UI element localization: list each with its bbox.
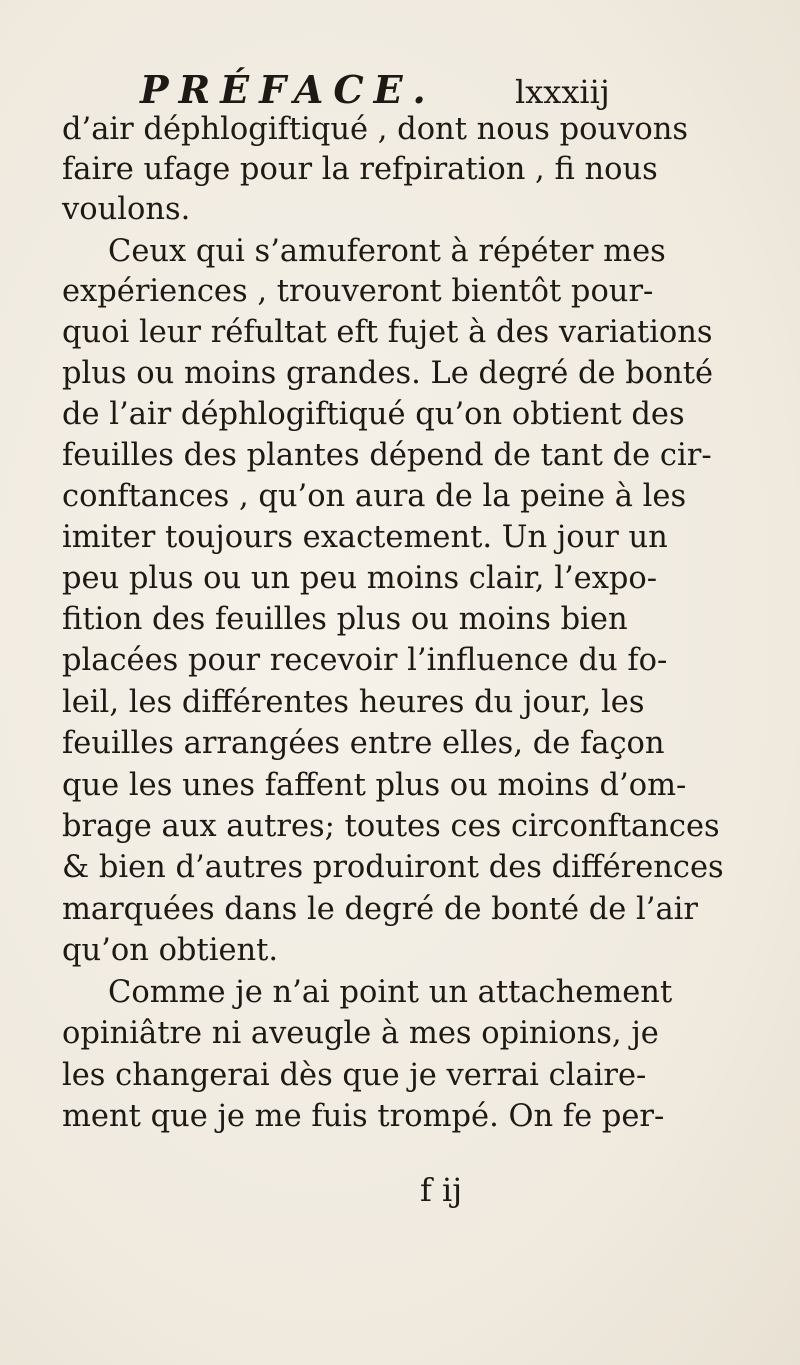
text-line: les changerai dès que je verrai claire- xyxy=(62,1058,647,1093)
text-line: brage aux autres; toutes ces circonftances xyxy=(62,809,720,844)
text-line: fition des feuilles plus ou moins bien xyxy=(62,602,628,637)
text-line: voulons. xyxy=(62,192,191,227)
running-head xyxy=(140,67,720,112)
text-line: Comme je n’ai point un attachement xyxy=(108,975,673,1010)
text-line: expériences , trouveront bientôt pour- xyxy=(62,274,654,309)
text-line: que les unes faffent plus ou moins d’om- xyxy=(62,768,687,803)
text-line: Ceux qui s’amuferont à répéter mes xyxy=(108,234,666,269)
text-line: marquées dans le degré de bonté de l’air xyxy=(62,892,698,927)
running-head-title: PRÉFACE. xyxy=(140,67,436,112)
text-line: placées pour recevoir l’influence du fo- xyxy=(62,643,668,678)
text-line: opiniâtre ni aveugle à mes opinions, je xyxy=(62,1016,659,1051)
text-line: leil, les différentes heures du jour, les xyxy=(62,685,645,720)
text-line: faire ufage pour la refpiration , fi nous xyxy=(62,152,658,187)
text-line: feuilles des plantes dépend de tant de cir- xyxy=(62,438,712,473)
text-line: & bien d’autres produiront des différences xyxy=(62,850,724,885)
signature-mark: f ij xyxy=(420,1171,463,1209)
text-line: quoi leur réfultat eft fujet à des variations xyxy=(62,315,713,350)
text-line: peu plus ou un peu moins clair, l’expo- xyxy=(62,561,658,596)
text-line: feuilles arrangées entre elles, de façon xyxy=(62,726,665,761)
text-line: conftances , qu’on aura de la peine à les xyxy=(62,479,687,514)
text-line: d’air déphlogiftiqué , dont nous pouvons xyxy=(62,112,689,147)
text-line: imiter toujours exactement. Un jour un xyxy=(62,520,668,555)
text-line: de l’air déphlogiftiqué qu’on obtient des xyxy=(62,397,685,432)
text-line: ment que je me fuis trompé. On fe per- xyxy=(62,1099,665,1134)
text-line: plus ou moins grandes. Le degré de bonté xyxy=(62,356,714,391)
page-number: lxxxiij xyxy=(515,73,610,111)
text-line: qu’on obtient. xyxy=(62,933,279,968)
